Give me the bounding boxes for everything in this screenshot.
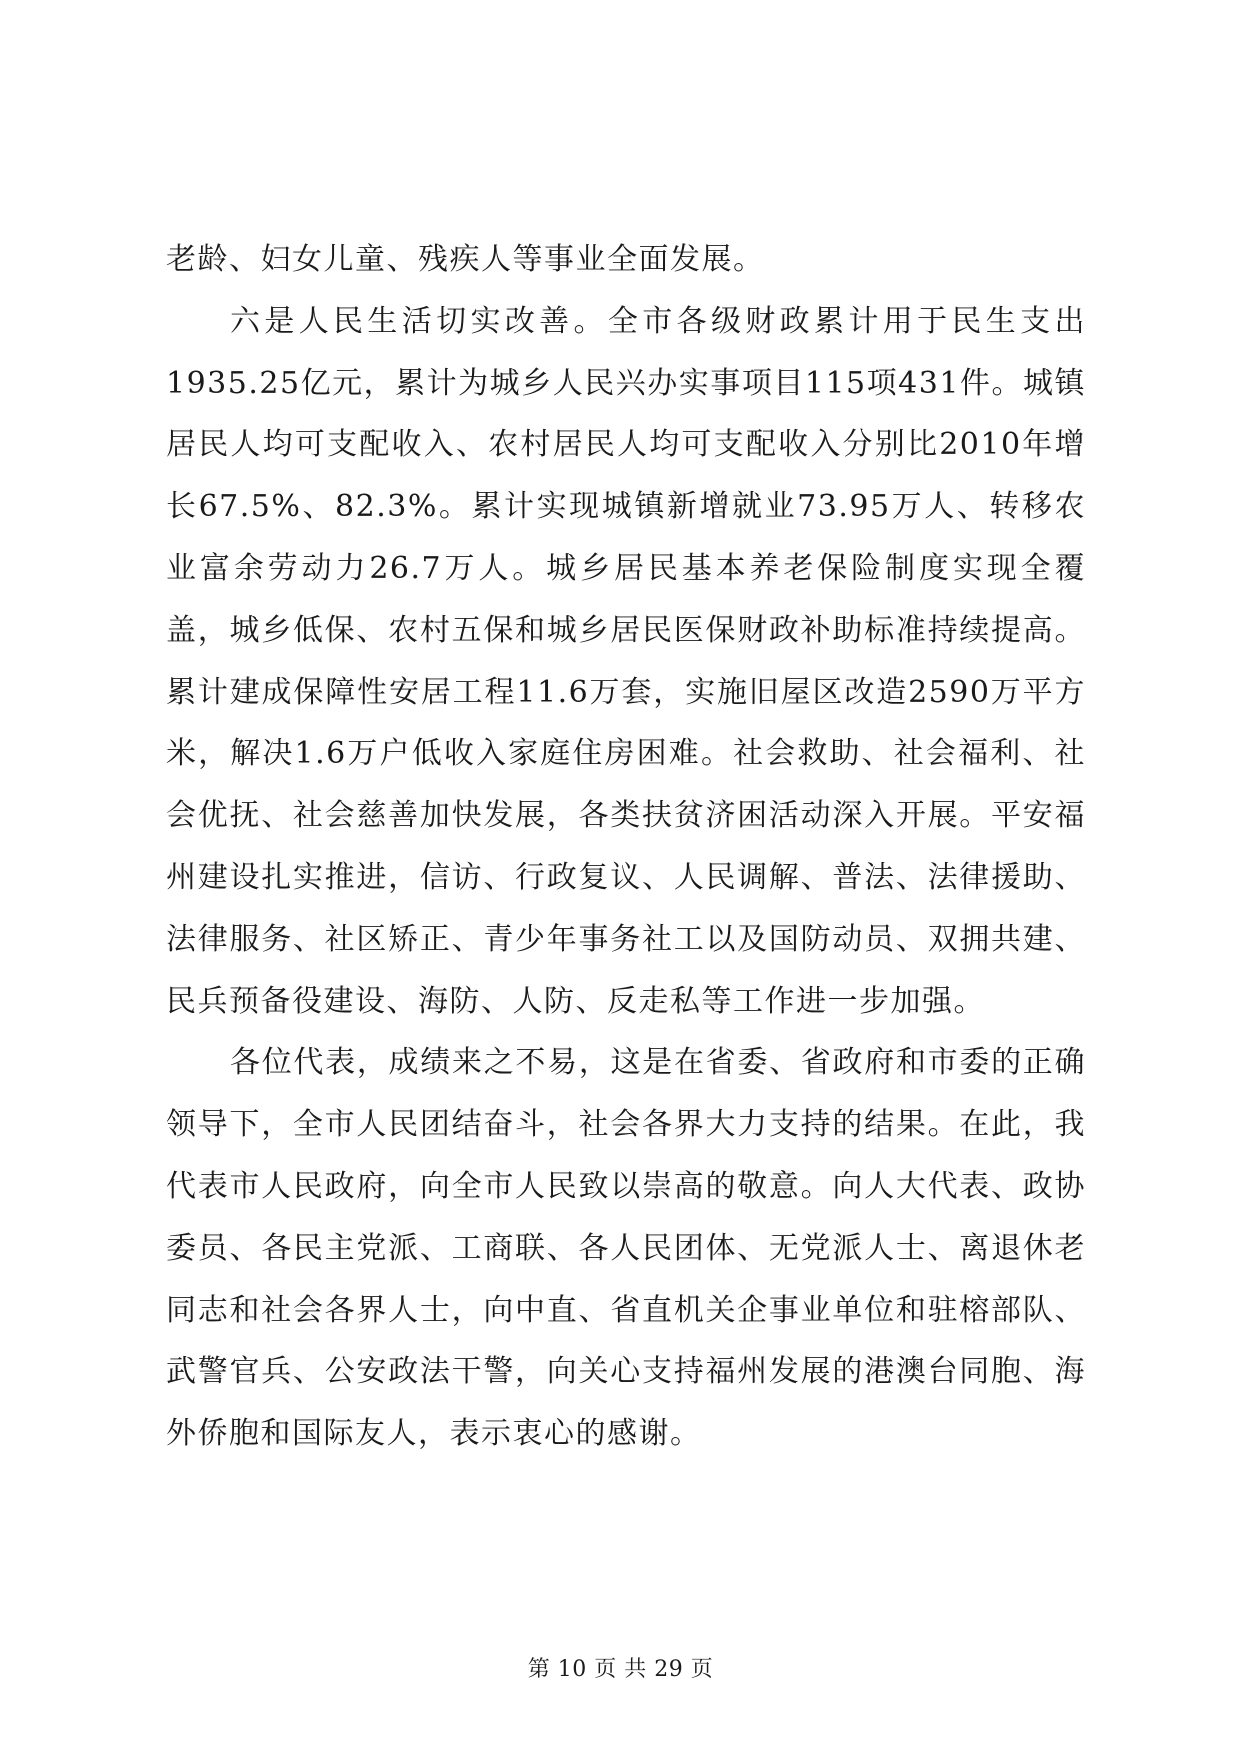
paragraph-living-improvement: 六是人民生活切实改善。全市各级财政累计用于民生支出1935.25亿元，累计为城乡人民兴办实事项目115项431件。城镇居民人均可支配收入、农村居民人均可支配收入分别比2010年增长67.5%、82.3%。累计实现城镇新增就业73.95万人、转移农业富余劳动力26.7万人。城乡居民基本养老保险制度实现全覆盖，城乡低保、农村五保和城乡居民医保财政补助标准持续提高。累计建成保障性安居工程11.6万套，实施旧屋区改造2590万平方米，解决1.6万户低收入家庭住房困难。社会救助、社会福利、社会优抚、社会慈善加快发展，各类扶贫济困活动深入开展。平安福州建设扎实推进，信访、行政复议、人民调解、普法、法律援助、法律服务、社区矫正、青少年事务社工以及国防动员、双拥共建、民兵预备役建设、海防、人防、反走私等工作进一步加强。 <box>166 303 1086 1019</box>
body-text <box>166 229 1086 1465</box>
page-number-footer: 第 10 页 共 29 页 <box>527 1657 714 1682</box>
paragraph-continuation: 老龄、妇女儿童、残疾人等事业全面发展。 <box>166 242 765 277</box>
paragraph-acknowledgement: 各位代表，成绩来之不易，这是在省委、省政府和市委的正确领导下，全市人民团结奋斗，社会各界大力支持的结果。在此，我代表市人民政府，向全市人民致以崇高的敬意。向人大代表、政协委员、各民主党派、工商联、各人民团体、无党派人士、离退休老同志和社会各界人士，向中直、省直机关企事业单位和驻榕部队、武警官兵、公安政法干警，向关心支持福州发展的港澳台同胞、海外侨胞和国际友人，表示衷心的感谢。 <box>166 1045 1086 1452</box>
